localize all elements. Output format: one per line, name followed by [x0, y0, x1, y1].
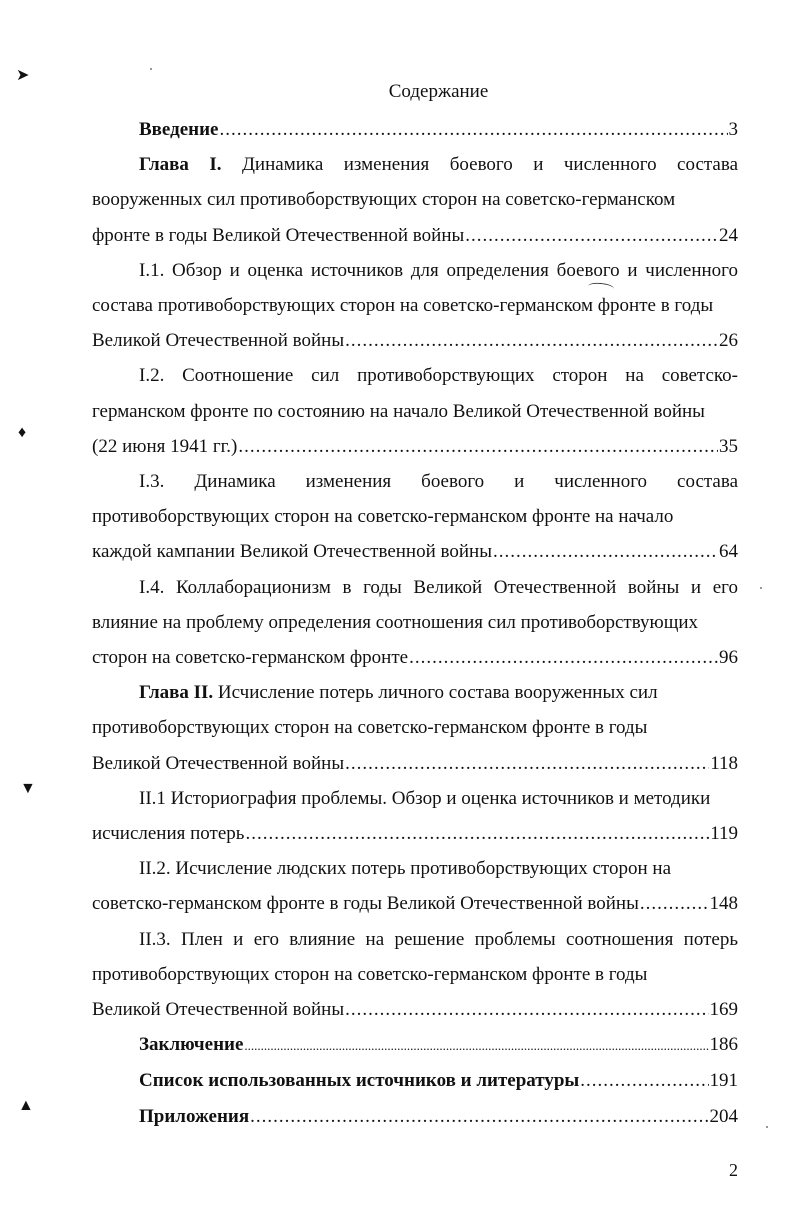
dot-leader — [409, 640, 718, 675]
binding-mark-icon: ♦ — [18, 424, 27, 441]
toc-entry-text: Исчисление потерь личного состава вооруженных сил противоборствующих сторон на советско-германском фронте в годы — [92, 682, 658, 739]
dot-leader — [493, 534, 718, 569]
toc-entry-appendices — [139, 1099, 738, 1134]
toc-entry-heading: Приложения — [139, 1105, 250, 1127]
toc-entry-text: I.2. Соотношение сил противоборствующих сторон на советско-германском фронте по состоянию на начало Великой Отечественной войны — [92, 365, 738, 422]
toc-entry-section-1-2 — [92, 358, 738, 464]
toc-entry-tail: Великой Отечественной войны — [92, 999, 345, 1021]
toc-entry-text: I.4. Коллаборационизм в годы Великой Отечественной войны и его влияние на проблему определения соотношения сил противоборствующих — [92, 576, 738, 633]
toc-page-number: 26 — [719, 330, 738, 352]
toc-entry-section-1-3 — [92, 464, 738, 570]
dot-leader — [345, 992, 708, 1027]
toc-entry-heading: Введение — [139, 119, 219, 140]
scan-speck — [760, 587, 762, 589]
dot-leader — [640, 886, 709, 921]
toc-page-number: 191 — [709, 1070, 738, 1092]
binding-mark-icon: ➤ — [16, 67, 30, 84]
dot-leader — [345, 746, 709, 781]
dot-leader — [245, 816, 709, 851]
toc-page-number: 35 — [719, 435, 738, 457]
toc-page-number: 24 — [719, 224, 738, 246]
toc-entry-chapter-2 — [92, 675, 738, 781]
toc-entry-text: Динамика изменения боевого и численного состава вооруженных сил противоборствующих сторон на советско-германском — [92, 154, 739, 211]
toc-entry-conclusion — [139, 1027, 738, 1063]
toc-page-number: 119 — [710, 823, 738, 845]
binding-mark-icon: ▼ — [20, 780, 36, 797]
toc-page-number: 96 — [719, 647, 738, 669]
table-of-contents — [92, 112, 738, 1134]
toc-entry-bibliography — [139, 1063, 738, 1098]
toc-entry-section-2-3 — [92, 922, 738, 1028]
scan-speck — [766, 1126, 768, 1128]
toc-entry-heading: Заключение — [139, 1034, 244, 1056]
toc-entry-tail: сторон на советско-германском фронте — [92, 647, 409, 669]
toc-page-number: 64 — [719, 541, 738, 563]
toc-page-number: 118 — [710, 752, 738, 774]
toc-entry-chapter-1 — [92, 147, 738, 253]
toc-entry-text: I.3. Динамика изменения боевого и численного состава противоборствующих сторон на советско-германском фронте на начало — [92, 471, 738, 528]
dot-leader — [465, 218, 718, 253]
dot-leader — [244, 1028, 708, 1063]
page-number: 2 — [729, 1160, 738, 1180]
binding-mark-icon: ▲ — [18, 1097, 34, 1114]
scan-speck — [150, 68, 152, 70]
toc-entry-text: II.1 Историография проблемы. Обзор и оценка источников и методики — [139, 787, 711, 809]
toc-entry-introduction — [139, 112, 738, 147]
toc-entry-section-2-1 — [92, 781, 738, 851]
toc-entry-section-1-4 — [92, 570, 738, 676]
toc-entry-heading: Глава I. — [139, 154, 222, 176]
toc-entry-section-2-2 — [92, 851, 738, 921]
toc-page-number: 3 — [728, 119, 738, 140]
dot-leader — [220, 112, 728, 147]
page-title: Содержание — [388, 81, 489, 102]
toc-entry-tail: фронте в годы Великой Отечественной войны — [92, 224, 465, 246]
dot-leader — [580, 1063, 708, 1098]
toc-page-number: 204 — [709, 1105, 738, 1127]
toc-entry-text: II.2. Исчисление людских потерь противоборствующих сторон на — [139, 858, 671, 880]
dot-leader — [250, 1099, 708, 1134]
dot-leader — [238, 429, 718, 464]
toc-entry-section-1-1 — [92, 253, 738, 359]
toc-entry-tail: каждой кампании Великой Отечественной войны — [92, 541, 492, 563]
toc-page-number: 169 — [709, 999, 738, 1021]
toc-page-number: 186 — [709, 1034, 738, 1056]
toc-entry-heading: Список использованных источников и литературы — [139, 1070, 580, 1092]
toc-entry-tail: (22 июня 1941 гг.) — [92, 435, 238, 457]
toc-entry-tail: Великой Отечественной войны — [92, 752, 345, 774]
toc-entry-text: II.3. Плен и его влияние на решение проблемы соотношения потерь противоборствующих сторон на советско-германском фронте в годы — [92, 928, 738, 985]
toc-page-number: 148 — [709, 893, 738, 915]
toc-entry-tail: Великой Отечественной войны — [92, 330, 345, 352]
toc-entry-tail: исчисления потерь — [92, 823, 245, 845]
toc-entry-text: I.1. Обзор и оценка источников для определения боевого и численного состава противоборствующих сторон на советско-германском фронте в годы — [92, 259, 738, 317]
dot-leader — [345, 323, 718, 358]
toc-entry-heading: Глава II. — [139, 682, 214, 704]
toc-entry-tail: советско-германском фронте в годы Великой Отечественной войны — [92, 893, 639, 915]
